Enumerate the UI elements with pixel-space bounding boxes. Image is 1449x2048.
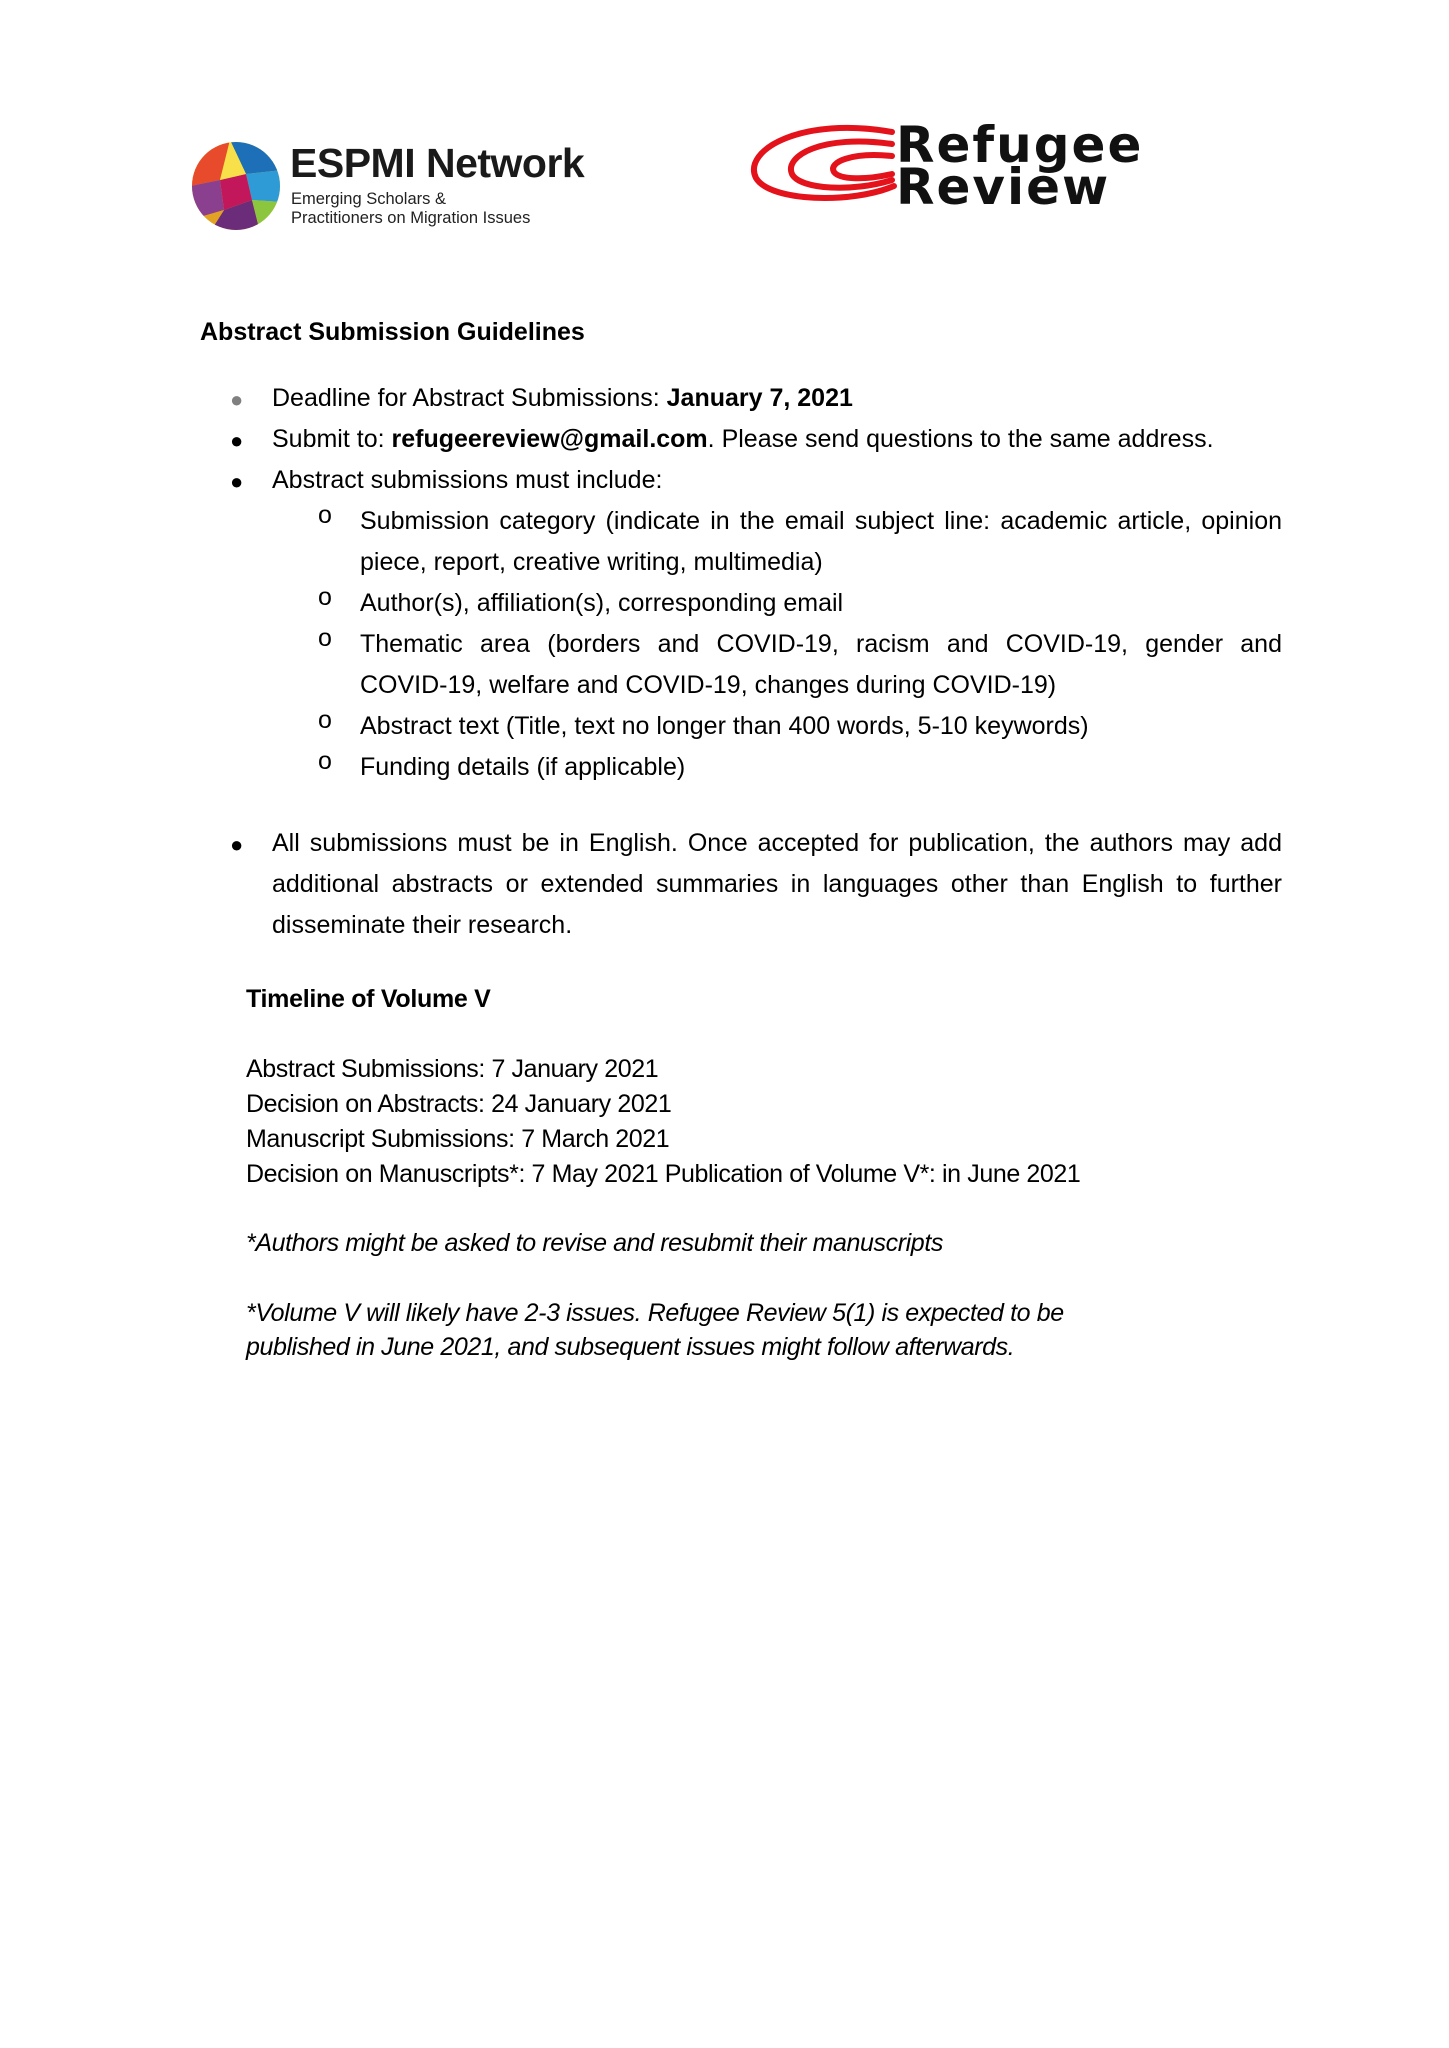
timeline-item: Decision on Abstracts: 24 January 2021 xyxy=(246,1090,672,1118)
timeline-item: Abstract Submissions: 7 January 2021 xyxy=(246,1055,659,1083)
include-sub-item: Funding details (if applicable) xyxy=(360,753,686,781)
espmi-logo xyxy=(190,140,610,240)
espmi-logo-name: ESPMI Network xyxy=(290,140,585,186)
refugee-review-word-1: Refugee xyxy=(896,116,1144,174)
deadline-label: Deadline for Abstract Submissions: xyxy=(272,384,667,412)
bullet-dot-icon: ● xyxy=(230,469,244,494)
include-sub-item: Thematic area (borders and COVID-19, racism and COVID-19, gender and COVID-19, welfare and COVID-19, changes during COVID-19) xyxy=(360,630,1282,699)
refugee-review-swoosh-icon xyxy=(742,120,912,210)
language-item: All submissions must be in English. Once accepted for publication, the authors may add additional abstracts or extended summaries in languages other than English to further disseminate their research. xyxy=(272,829,1282,939)
refugee-review-word-2: Review xyxy=(896,158,1111,216)
guidelines-title: Abstract Submission Guidelines xyxy=(200,318,585,346)
include-sub-item: Abstract text (Title, text no longer than 400 words, 5-10 keywords) xyxy=(360,712,1089,740)
deadline-value: January 7, 2021 xyxy=(666,384,853,412)
sub-bullet-marker: o xyxy=(318,706,332,734)
include-sub-item: Author(s), affiliation(s), corresponding email xyxy=(360,589,844,617)
timeline-title: Timeline of Volume V xyxy=(246,985,491,1013)
submit-item xyxy=(272,419,1282,460)
espmi-logo-tagline xyxy=(291,190,530,228)
bullet-dot-icon: ● xyxy=(230,428,244,453)
deadline-item xyxy=(272,378,1282,419)
bullet-dot-icon: ● xyxy=(230,387,244,412)
revision-note: *Authors might be asked to revise and resubmit their manuscripts xyxy=(246,1229,943,1257)
sub-bullet-marker: o xyxy=(318,624,332,652)
volume-note-line-2: published in June 2021, and subsequent issues might follow afterwards. xyxy=(246,1333,1015,1361)
submit-label: Submit to: xyxy=(272,425,392,453)
submit-email-link[interactable]: refugeereview@gmail.com xyxy=(391,425,708,453)
sub-bullet-marker: o xyxy=(318,501,332,529)
submit-suffix: . Please send questions to the same address. xyxy=(707,425,1214,453)
volume-note-line-1: *Volume V will likely have 2-3 issues. Refugee Review 5(1) is expected to be xyxy=(246,1299,1064,1327)
espmi-tagline-line-1: Emerging Scholars & xyxy=(291,190,446,208)
include-item: Abstract submissions must include: xyxy=(272,466,663,494)
espmi-tagline-line-2: Practitioners on Migration Issues xyxy=(291,209,531,227)
sub-bullet-marker: o xyxy=(318,747,332,775)
bullet-dot-icon: ● xyxy=(230,832,244,857)
sub-bullet-marker: o xyxy=(318,583,332,611)
include-sub-item: Submission category (indicate in the email subject line: academic article, opinion piece, report, creative writing, multimedia) xyxy=(360,507,1282,576)
refugee-review-logo xyxy=(742,116,1212,220)
espmi-mosaic-logo-icon xyxy=(190,140,282,232)
timeline-item: Decision on Manuscripts*: 7 May 2021 Publication of Volume V*: in June 2021 xyxy=(246,1160,1081,1188)
timeline-item: Manuscript Submissions: 7 March 2021 xyxy=(246,1125,670,1153)
